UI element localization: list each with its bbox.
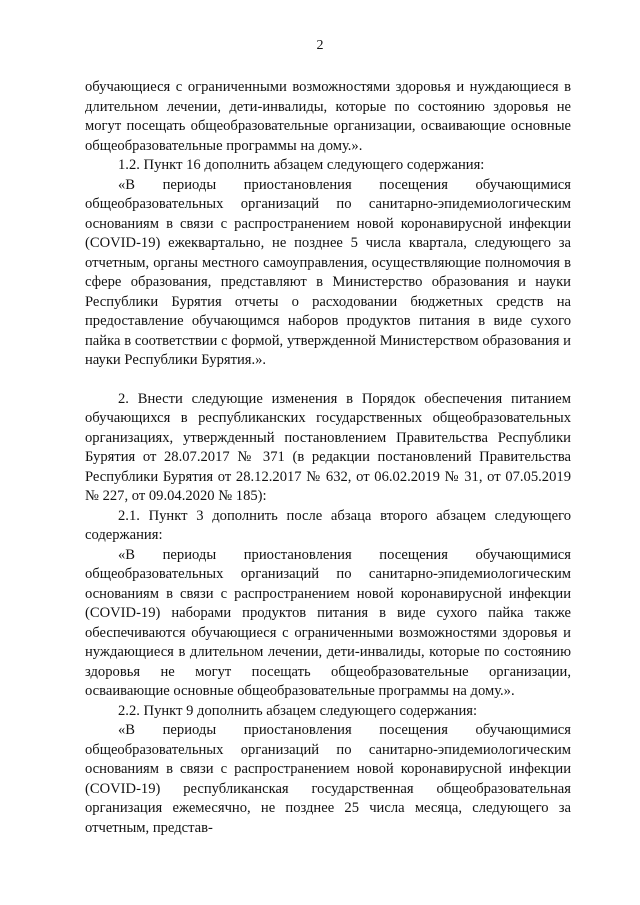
document-body <box>85 78 571 838</box>
paragraph-item-2-1: 2.1. Пункт 3 дополнить после абзаца второго абзацем следующего содержания: <box>85 507 571 543</box>
paragraph-quote-2-1: «В периоды приостановления посещения обучающимися общеобразовательных организаций по санитарно-эпидемиологическим основаниям в связи с распространением новой коронавирусной инфекции (COVID-19) наборами продуктов питания в виде сухого пайка также обеспечиваются обучающиеся с ограниченными возможностями здоровья и нуждающиеся в длительном лечении, дети-инвалиды, которые по состоянию здоровья не могут посещать общеобразовательные организации, осваивающие основные общеобразовательные программы на дому.». <box>85 546 571 699</box>
page-number: 2 <box>316 38 324 53</box>
paragraph-continuation: обучающиеся с ограниченными возможностями здоровья и нуждающиеся в длительном лечении, дети-инвалиды, которые по состоянию здоровья не могут посещать общеобразовательные организации, осваивающие основные общеобразовательные программы на дому.». <box>85 79 571 154</box>
paragraph-quote-1-2: «В периоды приостановления посещения обучающимися общеобразовательных организаций по санитарно-эпидемиологическим основаниям в связи с распространением новой коронавирусной инфекции (COVID-19) ежеквартально, не позднее 5 числа квартала, следующего за отчетным, органы местного самоуправления, осуществляющие полномочия в сфере образования, представляют в Министерство образования и науки Республики Бурятия отчеты о расходовании бюджетных средств на предоставление обучающимся наборов продуктов питания в виде сухого пайка в соответствии с формой, утвержденной Министерством образования и науки Республики Бурятия.». <box>85 176 571 368</box>
paragraph-item-2-2: 2.2. Пункт 9 дополнить абзацем следующего содержания: <box>118 702 478 719</box>
paragraph-quote-2-2: «В периоды приостановления посещения обучающимися общеобразовательных организаций по санитарно-эпидемиологическим основаниям в связи с распространением новой коронавирусной инфекции (COVID-19) республиканская государственная общеобразовательная организация ежемесячно, не позднее 25 числа месяца, следующего за отчетным, представ- <box>85 722 571 836</box>
paragraph-item-1-2: 1.2. Пункт 16 дополнить абзацем следующего содержания: <box>118 157 485 173</box>
paragraph-item-2: 2. Внести следующие изменения в Порядок обеспечения питанием обучающихся в республиканских государственных общеобразовательных организациях, утвержденный постановлением Правительства Республики Бурятия от 28.07.2017 № 371 (в редакции постановлений Правительства Республики Бурятия от 28.12.2017 № 632, от 06.02.2019 № 31, от 07.05.2019 № 227, от 09.04.2020 № 185): <box>85 390 571 504</box>
